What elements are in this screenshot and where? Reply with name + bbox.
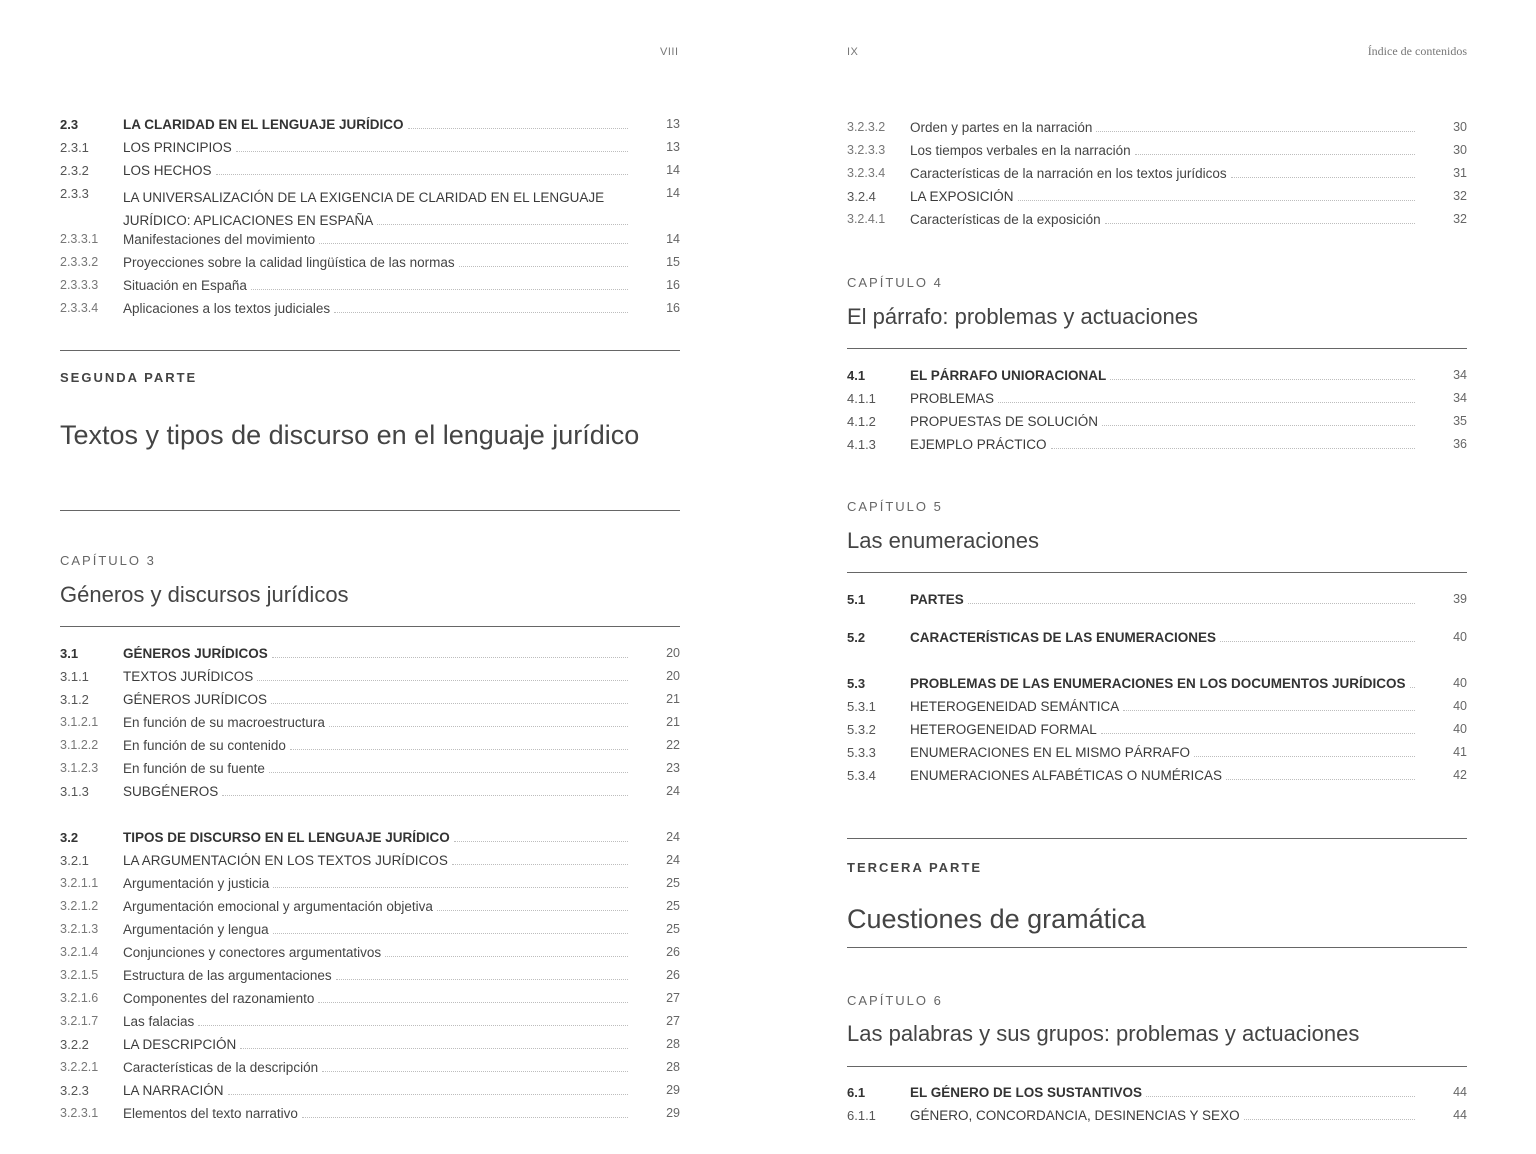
- toc-entry-title: PARTES: [910, 592, 964, 607]
- toc-entry-number: 2.3.3: [60, 186, 89, 201]
- toc-entry: [847, 186, 1467, 209]
- toc-entry: [847, 696, 1467, 719]
- dot-leader: [968, 603, 1415, 604]
- chapter-divider: [847, 348, 1467, 349]
- left-page: [60, 0, 680, 1154]
- dot-leader: [1244, 1119, 1415, 1120]
- dot-leader: [334, 312, 628, 313]
- toc-entry-title: EL GÉNERO DE LOS SUSTANTIVOS: [910, 1085, 1143, 1100]
- toc-entry-page: 21: [666, 692, 680, 706]
- toc-entry-title: Manifestaciones del movimiento: [123, 232, 316, 247]
- toc-entry-page: 13: [666, 117, 680, 131]
- toc-entry: [847, 589, 1467, 612]
- toc-entry-number: 3.2.2: [60, 1037, 89, 1052]
- toc-entry-title: LOS PRINCIPIOS: [123, 140, 232, 155]
- dot-leader: [216, 174, 628, 175]
- toc-entry: [60, 252, 680, 275]
- toc-entry-title: Características de la narración en los textos jurídicos: [910, 166, 1227, 181]
- toc-entry-page: 40: [1453, 676, 1467, 690]
- dot-leader: [318, 1002, 628, 1003]
- toc-entry-page: 26: [666, 968, 680, 982]
- part-label: TERCERA PARTE: [847, 860, 983, 875]
- toc-entry-number: 3.2.3.4: [847, 166, 886, 180]
- toc-section: [847, 365, 1467, 457]
- toc-entry: [60, 896, 680, 919]
- toc-section: [847, 627, 1467, 650]
- toc-entry-page: 36: [1453, 437, 1467, 451]
- toc-entry: [847, 627, 1467, 650]
- part-label: SEGUNDA PARTE: [60, 370, 198, 385]
- toc-entry-number: 5.1: [847, 592, 866, 607]
- toc-entry-number: 3.1: [60, 646, 79, 661]
- toc-entry: [60, 137, 680, 160]
- toc-entry-page: 24: [666, 784, 680, 798]
- toc-entry-title: LOS HECHOS: [123, 163, 212, 178]
- dot-leader: [1410, 687, 1415, 688]
- toc-entry-number: 3.1.3: [60, 784, 89, 799]
- right-page: [847, 0, 1467, 1154]
- dot-leader: [1102, 425, 1415, 426]
- dot-leader: [290, 749, 628, 750]
- toc-entry: [60, 689, 680, 712]
- toc-entry: [847, 365, 1467, 388]
- toc-entry-page: 29: [666, 1083, 680, 1097]
- chapter-label: CAPÍTULO 5: [847, 499, 943, 514]
- toc-entry-page: 24: [666, 853, 680, 867]
- toc-entry: [847, 209, 1467, 232]
- toc-section: [847, 673, 1467, 788]
- toc-entry-page: 41: [1453, 745, 1467, 759]
- toc-entry-title: Elementos del texto narrativo: [123, 1106, 298, 1121]
- toc-entry: [60, 1011, 680, 1034]
- toc-entry-number: 4.1: [847, 368, 866, 383]
- toc-entry-number: 5.3.4: [847, 768, 876, 783]
- dot-leader: [408, 128, 628, 129]
- dot-leader: [1194, 756, 1415, 757]
- toc-entry-number: 2.3.3.2: [60, 255, 99, 269]
- toc-section: [60, 827, 680, 1126]
- chapter-title: El párrafo: problemas y actuaciones: [847, 304, 1198, 329]
- toc-entry-page: 14: [666, 186, 680, 200]
- toc-entry-title: GÉNERO, CONCORDANCIA, DESINENCIAS Y SEXO: [910, 1108, 1240, 1123]
- toc-entry-number: 5.3.2: [847, 722, 876, 737]
- chapter-title: Géneros y discursos jurídicos: [60, 582, 349, 607]
- toc-entry-page: 30: [1453, 120, 1467, 134]
- toc-entry-number: 3.2.1.1: [60, 876, 99, 890]
- toc-entry-number: 3.1.2.2: [60, 738, 99, 752]
- dot-leader: [272, 657, 628, 658]
- toc-entry-number: 3.2.1.7: [60, 1014, 99, 1028]
- toc-entry: [847, 765, 1467, 788]
- part-title: Cuestiones de gramática: [847, 904, 1146, 934]
- toc-entry-number: 5.2: [847, 630, 866, 645]
- toc-entry-page: 30: [1453, 143, 1467, 157]
- page-number: IX: [847, 46, 859, 58]
- toc-entry-page: 44: [1453, 1085, 1467, 1099]
- toc-entry: [60, 965, 680, 988]
- toc-entry-title: CARACTERÍSTICAS DE LAS ENUMERACIONES: [910, 630, 1217, 645]
- toc-entry-number: 3.2.2.1: [60, 1060, 99, 1074]
- dot-leader: [236, 151, 628, 152]
- dot-leader: [1123, 710, 1415, 711]
- toc-entry-number: 3.1.2.1: [60, 715, 99, 729]
- toc-entry-title: ENUMERACIONES ALFABÉTICAS O NUMÉRICAS: [910, 768, 1223, 783]
- toc-entry-page: 34: [1453, 391, 1467, 405]
- chapter-label: CAPÍTULO 4: [847, 275, 943, 290]
- toc-entry-title: TEXTOS JURÍDICOS: [123, 669, 254, 684]
- dot-leader: [228, 1094, 628, 1095]
- chapter-label: CAPÍTULO 3: [60, 553, 156, 568]
- chapter-divider: [60, 626, 680, 627]
- toc-entry-number: 2.3.3.3: [60, 278, 99, 292]
- toc-entry: [60, 873, 680, 896]
- toc-entry-number: 3.2.1.4: [60, 945, 99, 959]
- chapter-divider: [847, 572, 1467, 573]
- toc-entry-number: 3.2.3.2: [847, 120, 886, 134]
- toc-entry-page: 26: [666, 945, 680, 959]
- toc-entry-number: 2.3.3.1: [60, 232, 99, 246]
- dot-leader: [336, 979, 628, 980]
- toc-entry-number: 4.1.1: [847, 391, 876, 406]
- toc-entry: [60, 643, 680, 666]
- toc-entry: [60, 712, 680, 735]
- toc-entry-number: 3.2.4.1: [847, 212, 886, 226]
- dot-leader: [437, 910, 628, 911]
- toc-entry-number: 3.2.1.5: [60, 968, 99, 982]
- toc-entry-page: 29: [666, 1106, 680, 1120]
- toc-entry: [60, 1080, 680, 1103]
- toc-entry-number: 2.3.3.4: [60, 301, 99, 315]
- toc-entry-number: 3.1.2: [60, 692, 89, 707]
- toc-entry-page: 44: [1453, 1108, 1467, 1122]
- toc-entry: [847, 742, 1467, 765]
- toc-entry-number: 6.1.1: [847, 1108, 876, 1123]
- toc-entry: [847, 117, 1467, 140]
- toc-entry-title: EJEMPLO PRÁCTICO: [910, 437, 1047, 452]
- chapter-title: Las palabras y sus grupos: problemas y actuaciones: [847, 1021, 1360, 1046]
- toc-entry-page: 20: [666, 646, 680, 660]
- dot-leader: [998, 402, 1415, 403]
- toc-entry: [847, 1082, 1467, 1105]
- dot-leader: [257, 680, 628, 681]
- toc-entry-number: 3.2.4: [847, 189, 876, 204]
- dot-leader: [1135, 154, 1415, 155]
- toc-entry: [60, 666, 680, 689]
- chapter-divider: [847, 1066, 1467, 1067]
- toc-entry-page: 14: [666, 163, 680, 177]
- toc-entry-page: 16: [666, 301, 680, 315]
- toc-entry-page: 34: [1453, 368, 1467, 382]
- toc-entry: [60, 160, 680, 183]
- dot-leader: [302, 1117, 628, 1118]
- dot-leader: [459, 266, 628, 267]
- toc-entry: [60, 758, 680, 781]
- dot-leader: [1101, 733, 1415, 734]
- toc-entry-number: 3.2.1.2: [60, 899, 99, 913]
- toc-entry-title: TIPOS DE DISCURSO EN EL LENGUAJE JURÍDICO: [123, 830, 450, 845]
- dot-leader: [271, 703, 628, 704]
- toc-entry: [847, 1105, 1467, 1128]
- toc-entry-title: Conjunciones y conectores argumentativos: [123, 945, 382, 960]
- toc-entry: [60, 850, 680, 873]
- toc-entry: [60, 827, 680, 850]
- toc-entry: [847, 140, 1467, 163]
- toc-entry-title: GÉNEROS JURÍDICOS: [123, 646, 268, 661]
- toc-entry-title: LA CLARIDAD EN EL LENGUAJE JURÍDICO: [123, 117, 404, 132]
- toc-entry-number: 5.3.3: [847, 745, 876, 760]
- toc-entry-number: 5.3.1: [847, 699, 876, 714]
- toc-entry: [60, 298, 680, 321]
- toc-entry-page: 23: [666, 761, 680, 775]
- toc-entry-title: En función de su macroestructura: [123, 715, 325, 730]
- toc-entry-number: 3.1.1: [60, 669, 89, 684]
- dot-leader: [1226, 779, 1415, 780]
- toc-entry-number: 3.2: [60, 830, 79, 845]
- toc-section: [847, 117, 1467, 232]
- toc-entry-title: Características de la descripción: [123, 1060, 319, 1075]
- toc-entry-page: 14: [666, 232, 680, 246]
- toc-entry-page: 20: [666, 669, 680, 683]
- toc-entry-title: LA ARGUMENTACIÓN EN LOS TEXTOS JURÍDICOS: [123, 853, 448, 868]
- toc-entry-page: 35: [1453, 414, 1467, 428]
- toc-entry-title: EL PÁRRAFO UNIORACIONAL: [910, 368, 1107, 383]
- toc-entry: [60, 275, 680, 298]
- toc-entry: [847, 719, 1467, 742]
- toc-entry-title: HETEROGENEIDAD SEMÁNTICA: [910, 699, 1120, 714]
- toc-entry-title: Los tiempos verbales en la narración: [910, 143, 1131, 158]
- dot-leader: [1018, 200, 1415, 201]
- dot-leader: [269, 772, 628, 773]
- toc-entry: [60, 1057, 680, 1080]
- toc-entry-number: 4.1.2: [847, 414, 876, 429]
- page-number: VIII: [660, 46, 679, 58]
- toc-entry: [60, 114, 680, 137]
- dot-leader: [251, 289, 628, 290]
- toc-entry-number: 4.1.3: [847, 437, 876, 452]
- dot-leader: [452, 864, 628, 865]
- toc-entry-page: 40: [1453, 630, 1467, 644]
- toc-entry-number: 5.3: [847, 676, 866, 691]
- toc-entry-page: 31: [1453, 166, 1467, 180]
- toc-entry: [60, 183, 680, 229]
- dot-leader: [1231, 177, 1415, 178]
- dot-leader: [454, 841, 628, 842]
- toc-entry: [60, 1103, 680, 1126]
- part-title: Textos y tipos de discurso en el lenguaje jurídico: [60, 420, 640, 450]
- toc-entry-title: Estructura de las argumentaciones: [123, 968, 332, 983]
- toc-entry-page: 24: [666, 830, 680, 844]
- toc-entry-page: 40: [1453, 722, 1467, 736]
- toc-entry-number: 3.2.3.3: [847, 143, 886, 157]
- section-divider: [847, 947, 1467, 948]
- toc-entry-number: 3.1.2.3: [60, 761, 99, 775]
- toc-section: [847, 1082, 1467, 1128]
- toc-entry: [60, 919, 680, 942]
- toc-entry-page: 16: [666, 278, 680, 292]
- toc-entry-title: LA EXPOSICIÓN: [910, 189, 1014, 204]
- toc-entry: [847, 434, 1467, 457]
- toc-entry-title: LA NARRACIÓN: [123, 1083, 224, 1098]
- toc-entry: [60, 988, 680, 1011]
- toc-entry: [60, 942, 680, 965]
- dot-leader: [240, 1048, 628, 1049]
- toc-entry-title: En función de su contenido: [123, 738, 286, 753]
- chapter-title: Las enumeraciones: [847, 528, 1040, 553]
- toc-entry: [847, 411, 1467, 434]
- toc-entry-title: HETEROGENEIDAD FORMAL: [910, 722, 1097, 737]
- toc-entry-number: 3.2.3: [60, 1083, 89, 1098]
- toc-entry-page: 42: [1453, 768, 1467, 782]
- toc-section: [60, 643, 680, 804]
- dot-leader: [377, 224, 628, 225]
- toc-entry-title: LA UNIVERSALIZACIÓN DE LA EXIGENCIA DE CLARIDAD EN EL LENGUAJE JURÍDICO: APLICACIONES EN ESPAÑA: [123, 190, 605, 228]
- toc-entry-title: Componentes del razonamiento: [123, 991, 315, 1006]
- toc-entry-page: 25: [666, 922, 680, 936]
- toc-entry-page: 22: [666, 738, 680, 752]
- dot-leader: [1110, 379, 1415, 380]
- toc-entry-page: 25: [666, 899, 680, 913]
- toc-entry-title: PROBLEMAS DE LAS ENUMERACIONES EN LOS DOCUMENTOS JURÍDICOS: [910, 676, 1406, 691]
- toc-entry: [60, 735, 680, 758]
- toc-entry: [847, 163, 1467, 186]
- dot-leader: [1146, 1096, 1415, 1097]
- toc-entry-number: 6.1: [847, 1085, 866, 1100]
- dot-leader: [273, 933, 628, 934]
- dot-leader: [1220, 641, 1415, 642]
- toc-entry-number: 3.2.1.3: [60, 922, 99, 936]
- toc-entry-number: 2.3: [60, 117, 79, 132]
- toc-section: [60, 114, 680, 321]
- toc-entry-title: Proyecciones sobre la calidad lingüística de las normas: [123, 255, 455, 270]
- toc-entry-title: Argumentación y justicia: [123, 876, 270, 891]
- toc-entry-page: 15: [666, 255, 680, 269]
- toc-entry: [60, 1034, 680, 1057]
- toc-entry-number: 3.2.1.6: [60, 991, 99, 1005]
- toc-entry-number: 3.2.1: [60, 853, 89, 868]
- toc-entry-page: 32: [1453, 212, 1467, 226]
- toc-entry-page: 25: [666, 876, 680, 890]
- dot-leader: [329, 726, 628, 727]
- toc-entry-title: LA DESCRIPCIÓN: [123, 1037, 237, 1052]
- toc-entry-page: 28: [666, 1037, 680, 1051]
- section-divider: [60, 510, 680, 511]
- dot-leader: [198, 1025, 628, 1026]
- dot-leader: [222, 795, 628, 796]
- toc-entry-title: Características de la exposición: [910, 212, 1101, 227]
- toc-entry-title: Aplicaciones a los textos judiciales: [123, 301, 331, 316]
- toc-entry-page: 21: [666, 715, 680, 729]
- toc-entry: [847, 388, 1467, 411]
- toc-entry-title: GÉNEROS JURÍDICOS: [123, 692, 268, 707]
- toc-entry-title: SUBGÉNEROS: [123, 784, 219, 799]
- dot-leader: [1105, 223, 1415, 224]
- toc-entry-title: ENUMERACIONES EN EL MISMO PÁRRAFO: [910, 745, 1191, 760]
- toc-entry-title: Situación en España: [123, 278, 247, 293]
- toc-entry-page: 27: [666, 1014, 680, 1028]
- dot-leader: [273, 887, 628, 888]
- toc-entry-title: PROPUESTAS DE SOLUCIÓN: [910, 414, 1099, 429]
- toc-entry-page: 27: [666, 991, 680, 1005]
- toc-entry-title: Orden y partes en la narración: [910, 120, 1093, 135]
- dot-leader: [1096, 131, 1415, 132]
- running-head: Índice de contenidos: [1367, 44, 1467, 58]
- toc-entry-page: 28: [666, 1060, 680, 1074]
- toc-section: [847, 589, 1467, 612]
- toc-entry-title: PROBLEMAS: [910, 391, 995, 406]
- toc-entry-title: Las falacias: [123, 1014, 195, 1029]
- dot-leader: [319, 243, 628, 244]
- toc-entry-number: 2.3.2: [60, 163, 89, 178]
- toc-entry-page: 13: [666, 140, 680, 154]
- section-divider: [60, 350, 680, 351]
- toc-entry-page: 39: [1453, 592, 1467, 606]
- toc-entry-page: 40: [1453, 699, 1467, 713]
- section-divider: [847, 838, 1467, 839]
- toc-entry: [60, 229, 680, 252]
- chapter-label: CAPÍTULO 6: [847, 993, 943, 1008]
- toc-entry: [60, 781, 680, 804]
- dot-leader: [322, 1071, 628, 1072]
- toc-entry-number: 3.2.3.1: [60, 1106, 99, 1120]
- dot-leader: [1051, 448, 1415, 449]
- toc-entry: [847, 673, 1467, 696]
- dot-leader: [385, 956, 628, 957]
- toc-entry-page: 32: [1453, 189, 1467, 203]
- toc-entry-title: Argumentación emocional y argumentación objetiva: [123, 899, 433, 914]
- toc-entry-title: Argumentación y lengua: [123, 922, 269, 937]
- toc-entry-number: 2.3.1: [60, 140, 89, 155]
- toc-entry-title: En función de su fuente: [123, 761, 265, 776]
